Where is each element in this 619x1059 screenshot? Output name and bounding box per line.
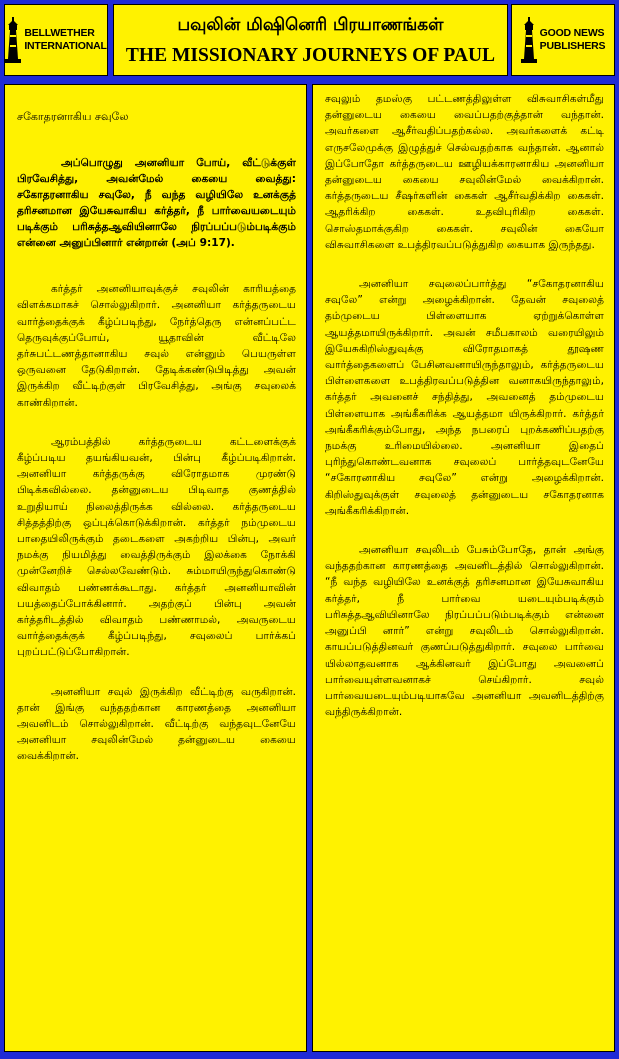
good-news-logo [511,4,615,76]
logo-left-line1: BELLWETHER [24,27,95,39]
section-heading: சகோதரனாகிய சவுலே [17,110,129,123]
right-column [312,84,615,1052]
paragraph: ஆரம்பத்தில் கர்த்தருடைய கட்டளைக்குக் கீழ்ப்படிய தயங்கியவன், பின்பு கீழ்ப்படிகிறான். அனனியா கர்த்தருக்கு விரோதமாக முரண்டு பிடிக்கவில்லை. தன்னுடைய பிடிவாத குணத்தில் உறுதியாய் நிலைத்திருக்க வில்லை. கர்த்தருடைய சித்தத்திற்கு ஒப்புக்கொடுக்கிறான். கர்த்தர் நம்முடைய பாதையிலிருக்கும் தடைகளை அகற்றிய பின்பு, அவர் நமக்கு நியமித்து வைத்திருக்கும் இலக்கை நோக்கி முன்னேறிச் செல்லவேண்டும். சும்மாயிருந்துகொண்டு விவாதம் பண்ணக்கூடாது. கர்த்தர் அனனியாவின் பயத்தைப்போக்கினார். அதற்குப் பின்பு அவன் கர்த்தரிடத்தில் விவாதம் பண்ணாமல், அவருடைய வார்த்தைக்குக் கீழ்ப்படிந்து, சவுலைப் பார்க்கப் புறப்பட்டுப்போகிறான். [17,435,296,659]
left-column [4,84,307,1052]
key-verse: அப்பொழுது அனனியா போய், வீட்டுக்குள் பிரவேசித்து, அவன்மேல் கையை வைத்து: சகோதரனாகிய சவுலே, நீ வந்த வழியிலே உனக்குத் தரிசனமான இயேசுவாகிய கர்த்தர், நீ பார்வையடையும் படிக்கும் பரிசுத்தஆவியினாலே நிரப்பப்படும்படிக்கும் என்னை அனுப்பினார் என்றான் (அப் 9:17). [17,157,296,250]
paragraph: கர்த்தர் அனனியாவுக்குச் சவுலின் காரியத்தை விளக்கமாகச் சொல்லுகிறார். அனனியா கர்த்தருடைய வார்த்தைக்குக் கீழ்ப்படிந்து, நேர்த்தெரு என்னப்பட்ட தெருவுக்குப்போய், யூதாவின் வீட்டிலே தர்சுபட்டணத்தானாகிய சவுல் என்னும் பெயருள்ள ஒருவனை தேடுகிறான். தேடிக்கண்டுபிடித்து அவன் இருக்கிற வீட்டிற்குள் பிரவேசித்து, அங்கு சவுலைக் காண்கிறான். [17,283,296,409]
bellwether-logo [4,4,108,76]
paragraph: அனனியா சவுல் இருக்கிற வீட்டிற்கு வருகிறான். தான் இங்கு வந்ததற்கான காரணத்தை அனனியா அவனிடம் சொல்லுகிறான். வீட்டிற்கு வந்தவுடனேயே அனனியா சவுலின்மேல் தன்னுடைய கையை வைக்கிறான். [17,685,296,763]
header-banner [0,0,619,84]
logo-right-line1: GOOD NEWS [539,27,605,39]
logo-right-line2: PUBLISHERS [539,40,606,52]
title-english: THE MISSIONARY JOURNEYS OF PAUL [125,45,496,66]
paragraph: அனனியா சவுலிடம் பேசும்போதே, தான் அங்கு வந்ததற்கான காரணத்தை அவனிடத்தில் சொல்லுகிறான். “நீ வந்த வழியிலே உனக்குத் தரிசனமான இயேசுவாகிய கர்த்தர், நீ பார்வை யடையும்படிக்கும் பரிசுத்தஆவியினாலே நிரப்பப்படும்படிக்கும் என்னை அனுப்பி னார்” என்று சவுலிடம் சொல்லுகிறான். காயப்படுத்தினவர் குணப்படுத்துகிறார். சவுலை பார்வை யில்லாதவனாக ஆக்கினவர் இப்போது அவனைப் பார்வையுள்ளவனாகச் செய்கிறார். சவுல் பார்வையடையும்படியாகவே அனனியா அவனிடத்திற்கு வந்திருக்கிறான். [325,544,604,719]
lighthouse-icon [5,17,21,63]
lighthouse-icon [521,17,537,63]
title-box [113,4,508,76]
paragraph: அனனியா சவுலைப்பார்த்து “சகோதரனாகிய சவுலே” என்று அழைக்கிறான். தேவன் சவுலைத் தம்முடைய பிள்ளையாக ஏற்றுக்கொள்ள ஆயத்தமாயிருக்கிறார். அவன் சமீபகாலம் வரையிலும் இயேசுகிறிஸ்துவுக்கு விரோதமாகத் தூஷண வார்த்தைகளைப் பேசினவனாயிருந்தாலும், கர்த்தருடைய பிள்ளைகளை உபத்திரவப்படுத்தின வனாகயிருந்தாலும், கர்த்தர் அவனைச் சந்தித்து, அவனைத் தம்முடைய பிள்ளையாக அங்கீகரிக்க ஆயத்தமா யிருக்கிறார். கர்த்தர் அங்கீகரிக்கும்போது, அந்த நபரைப் புறக்கணிப்பதற்கு நமக்கு உரிமையில்லை. அனனியா இதைப் புரிந்துகொண்டவனாக சவுலைப் பார்த்தவுடனேயே “சகோரனாகிய சவுலே” என்று அழைக்கிறான். கிறிஸ்துவுக்குள் சவுலைத் தன்னுடைய சகோதரனாக அங்கீகரிக்கிறான். [325,278,604,517]
title-tamil: பவுலின் மிஷினெரி பிரயாணங்கள் [177,15,444,35]
logo-left-line2: INTERNATIONAL [24,40,107,52]
paragraph: சவுலும் தமஸ்கு பட்டணத்திலுள்ள விசுவாசிகள்மீது தன்னுடைய கையை வைப்பதற்குத்தான் வந்தான். அவர்களை ஆசீர்வதிப்பதற்கல்ல. அவர்களைக் கட்டி எருசலேமுக்கு இழுத்துச் செல்வதற்காக வந்தான். ஆனால் இப்போதோ கர்த்தருடைய ஊழியக்காரனாகிய அனனியா தன்னுடைய கையை சவுலின்மேல் வைக்கிறான். கர்த்தருடைய சீஷர்களின் கைகள் ஆசீர்வதிக்கிற கைகள். ஆதரிக்கிற கைகள். உதவிபுரிகிற கைகள். சொஸ்தமாக்குகிற கைகள். சவுலின் கையோ விசுவாசிகளை உபத்திரவப்படுத்துகிற கையாக இருந்தது. [325,93,604,251]
